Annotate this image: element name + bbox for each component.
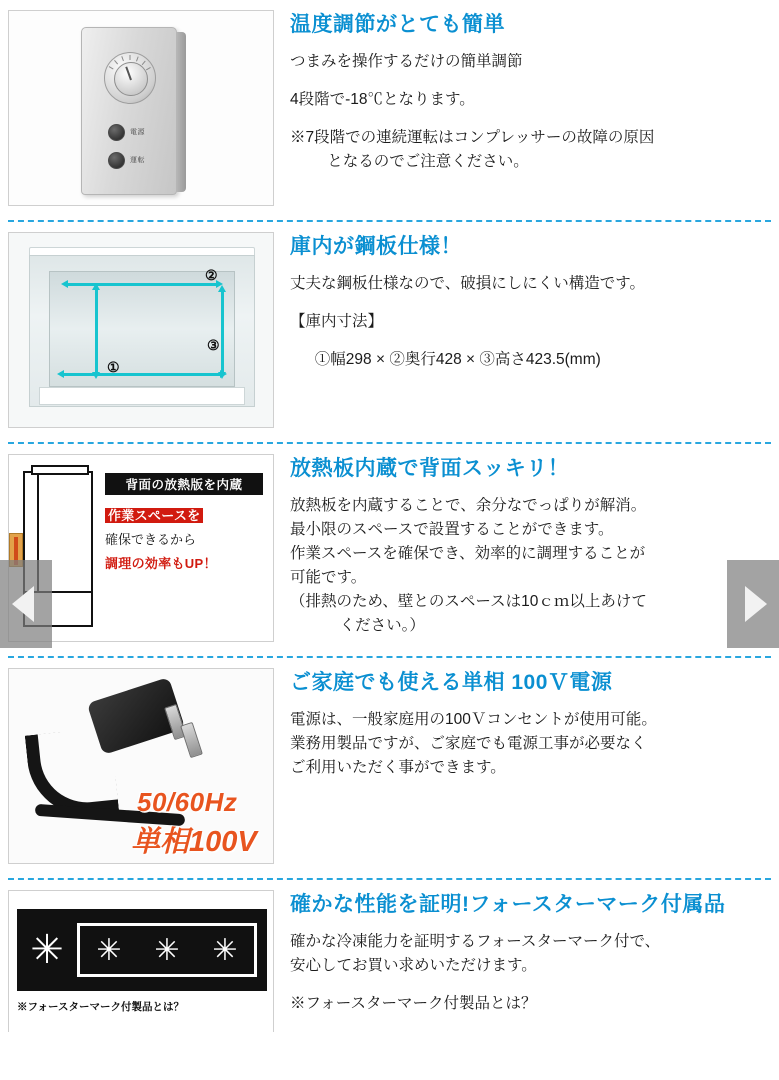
cabinet-floor — [39, 387, 245, 405]
three-star-box — [77, 923, 257, 977]
star-icon: ✳ — [96, 933, 122, 967]
control-panel-body — [81, 27, 177, 195]
callout-1: ① — [107, 359, 120, 375]
plug-prong — [180, 722, 203, 758]
depth-arrow — [67, 283, 217, 286]
thermostat-control-panel-figure — [8, 10, 274, 206]
feature-note-cont: となるのでご注意ください。 — [327, 153, 529, 171]
feature-line: 作業スペースを確保でき、効率的に調理することが — [290, 545, 646, 563]
callout-3: ③ — [207, 337, 220, 353]
feature-text-radiator — [274, 454, 771, 638]
work-space-sub: 確保できるから — [105, 532, 197, 547]
feature-block-interior — [0, 222, 779, 428]
feature-line-cont: ください。） — [339, 617, 425, 635]
feature-note: ※7段階での連続運転はコンプレッサーの故障の原因 — [290, 129, 655, 147]
callout-2: ② — [205, 267, 218, 283]
feature-text-interior — [274, 232, 771, 372]
four-star-caption: ※フォースターマーク付製品とは？ — [17, 1001, 184, 1013]
feature-line: 放熱板を内蔵することで、余分なでっぱりが解消。 — [290, 497, 647, 515]
feature-block-fourstar — [0, 880, 779, 1032]
feature-heading: 放熱板内蔵で背面スッキリ！ — [290, 457, 570, 480]
feature-line: つまみを操作するだけの簡単調節 — [290, 53, 523, 71]
spec-value: ①幅298 × ②奥行428 × ③高さ423.5(mm) — [314, 351, 601, 369]
height-arrow — [221, 291, 224, 373]
power-indicator-label: 電源 — [130, 129, 145, 136]
temperature-dial[interactable] — [104, 52, 156, 104]
feature-block-temperature — [0, 0, 779, 206]
feature-heading: 温度調節がとても簡単 — [290, 13, 505, 36]
four-star-mark-figure — [8, 890, 274, 1032]
cabinet-inner-wall — [49, 271, 235, 387]
feature-block-power — [0, 658, 779, 864]
feature-line: 4段階で-18℃となります。 — [290, 91, 475, 109]
power-plug-figure — [8, 668, 274, 864]
carousel-prev-button[interactable] — [0, 560, 52, 648]
feature-line: ご利用いただく事ができます。 — [290, 759, 506, 777]
feature-line: 確かな冷凍能力を証明するフォースターマーク付で、 — [290, 933, 661, 951]
efficiency-up-text: 調理の効率もUP！ — [105, 556, 217, 571]
feature-block-radiator — [0, 444, 779, 642]
feature-heading: 確かな性能を証明!フォースターマーク付属品 — [290, 893, 726, 916]
left-guide-arrow — [95, 289, 98, 373]
feature-note: ※フォースターマーク付製品とは？ — [290, 995, 537, 1013]
width-arrow — [63, 373, 221, 376]
feature-line: 安心してお買い求めいただけます。 — [290, 957, 537, 975]
radiator-tag: 背面の放熱版を内蔵 — [105, 473, 263, 495]
work-space-highlight: 作業スペースを — [105, 508, 203, 523]
feature-text-temperature — [274, 10, 771, 174]
star-icon: ✳ — [30, 928, 64, 972]
feature-heading: ご家庭でも使える単相 100Ｖ電源 — [290, 671, 613, 694]
operation-indicator-icon — [108, 152, 125, 169]
feature-text-power — [274, 668, 771, 780]
feature-heading: 庫内が鋼板仕様！ — [290, 235, 462, 258]
feature-line: （排熱のため、壁とのスペースは10ｃｍ以上あけて — [290, 593, 647, 611]
feature-line: 最小限のスペースで設置することができます。 — [290, 521, 614, 539]
chevron-left-icon — [12, 586, 34, 622]
feature-line: 業務用製品ですが、ご家庭でも電源工事が必要なく — [290, 735, 647, 753]
voltage-label: 単相100V — [131, 826, 257, 858]
unit-top-cap — [31, 465, 89, 475]
feature-text-fourstar — [274, 890, 771, 1016]
power-indicator-icon — [108, 124, 125, 141]
chevron-right-icon — [745, 586, 767, 622]
operation-indicator-label: 運転 — [130, 157, 145, 164]
feature-line: 丈夫な鋼板仕様なので、破損にしにくい構造です。 — [290, 275, 645, 293]
dial-knob[interactable] — [114, 62, 148, 96]
frequency-label: 50/60Hz — [137, 787, 238, 817]
star-icon: ✳ — [154, 933, 180, 967]
feature-line: 可能です。 — [290, 569, 367, 587]
star-icon: ✳ — [212, 933, 238, 967]
four-star-label — [17, 909, 267, 991]
feature-line: 電源は、一般家庭用の100Ｖコンセントが使用可能。 — [290, 711, 657, 729]
spec-title: 【庫内寸法】 — [290, 313, 384, 331]
cabinet-interior-figure — [8, 232, 274, 428]
carousel-next-button[interactable] — [727, 560, 779, 648]
